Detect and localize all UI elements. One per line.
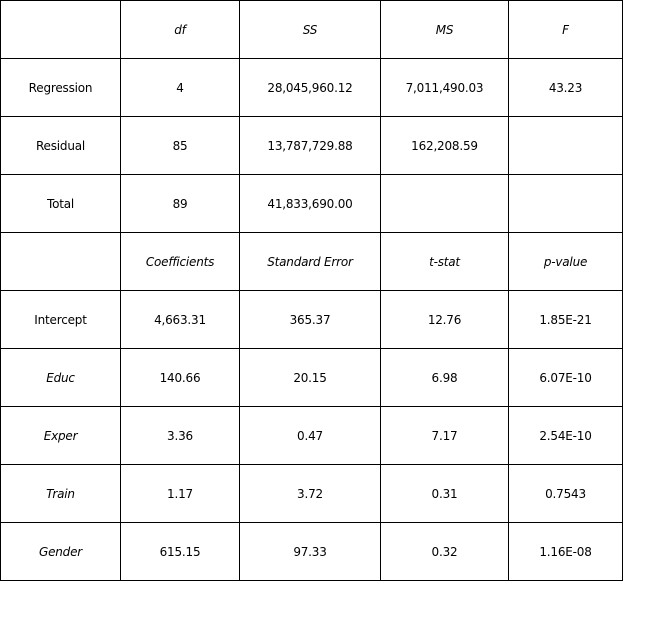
f-cell	[509, 175, 623, 233]
coef-cell: 615.15	[121, 523, 240, 581]
coef-header-standard-error: Standard Error	[240, 233, 381, 291]
row-label: Exper	[1, 407, 121, 465]
coef-cell: 3.36	[121, 407, 240, 465]
df-cell: 85	[121, 117, 240, 175]
row-label: Train	[1, 465, 121, 523]
df-cell: 4	[121, 59, 240, 117]
row-label: Total	[1, 175, 121, 233]
ss-cell: 41,833,690.00	[240, 175, 381, 233]
t-stat-cell: 0.32	[381, 523, 509, 581]
f-cell	[509, 117, 623, 175]
t-stat-cell: 12.76	[381, 291, 509, 349]
coef-cell: 4,663.31	[121, 291, 240, 349]
p-value-cell: 1.85E-21	[509, 291, 623, 349]
t-stat-cell: 7.17	[381, 407, 509, 465]
coef-header-blank	[1, 233, 121, 291]
coefficients-header-row	[1, 233, 623, 291]
anova-row-total	[1, 175, 623, 233]
t-stat-cell: 0.31	[381, 465, 509, 523]
ms-cell: 162,208.59	[381, 117, 509, 175]
row-label: Educ	[1, 349, 121, 407]
row-label: Intercept	[1, 291, 121, 349]
p-value-cell: 6.07E-10	[509, 349, 623, 407]
anova-header-f: F	[509, 1, 623, 59]
row-label: Gender	[1, 523, 121, 581]
anova-header-blank	[1, 1, 121, 59]
row-label: Residual	[1, 117, 121, 175]
p-value-cell: 1.16E-08	[509, 523, 623, 581]
p-value-cell: 2.54E-10	[509, 407, 623, 465]
row-label: Regression	[1, 59, 121, 117]
anova-header-df: df	[121, 1, 240, 59]
coef-row-exper	[1, 407, 623, 465]
coef-header-t-stat: t-stat	[381, 233, 509, 291]
p-value-cell: 0.7543	[509, 465, 623, 523]
se-cell: 0.47	[240, 407, 381, 465]
anova-row-residual	[1, 117, 623, 175]
t-stat-cell: 6.98	[381, 349, 509, 407]
se-cell: 365.37	[240, 291, 381, 349]
ss-cell: 13,787,729.88	[240, 117, 381, 175]
se-cell: 97.33	[240, 523, 381, 581]
ss-cell: 28,045,960.12	[240, 59, 381, 117]
ms-cell	[381, 175, 509, 233]
anova-header-ms: MS	[381, 1, 509, 59]
coef-header-p-value: p-value	[509, 233, 623, 291]
se-cell: 20.15	[240, 349, 381, 407]
anova-row-regression	[1, 59, 623, 117]
ms-cell: 7,011,490.03	[381, 59, 509, 117]
coef-cell: 140.66	[121, 349, 240, 407]
coef-row-train	[1, 465, 623, 523]
se-cell: 3.72	[240, 465, 381, 523]
coef-row-gender	[1, 523, 623, 581]
df-cell: 89	[121, 175, 240, 233]
anova-header-ss: SS	[240, 1, 381, 59]
coef-row-educ	[1, 349, 623, 407]
coef-cell: 1.17	[121, 465, 240, 523]
f-cell: 43.23	[509, 59, 623, 117]
coef-header-coefficients: Coefficients	[121, 233, 240, 291]
coef-row-intercept	[1, 291, 623, 349]
anova-header-row	[1, 1, 623, 59]
